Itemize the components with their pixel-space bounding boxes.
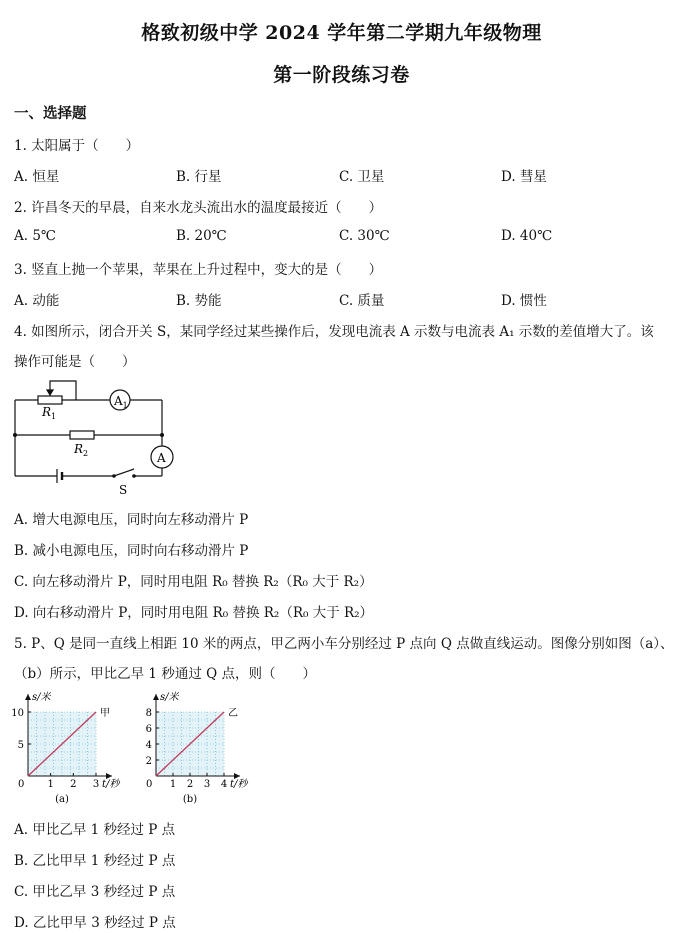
q5-stem-line2: （b）所示，甲比乙早 1 秒通过 Q 点，则（ ） <box>14 666 316 682</box>
q2-option-c[interactable]: C. 30℃ <box>339 228 390 244</box>
q1-option-c[interactable]: C. 卫星 <box>339 169 385 185</box>
q2-option-a[interactable]: A. 5℃ <box>14 228 57 244</box>
y-tick-label: 2 <box>145 756 152 767</box>
y-tick-label: 4 <box>145 740 152 751</box>
chart-caption: (a) <box>55 794 69 805</box>
x-tick-label: 1 <box>47 779 54 790</box>
y-axis-label: s/米 <box>32 692 51 703</box>
switch-label: S <box>119 483 128 497</box>
series-label: 甲 <box>100 708 110 719</box>
x-axis-label: t/秒 <box>102 779 120 790</box>
ammeter-a1-label: $A_1$ <box>114 394 128 410</box>
q4-option-b[interactable]: B. 减小电源电压，同时向右移动滑片 P <box>14 543 249 559</box>
x-tick-label: 3 <box>92 779 100 790</box>
q5-stem-line1: 5. P、Q 是同一直线上相距 10 米的两点，甲乙两小车分别经过 P 点向 Q 点做直线运动。图像分别如图（a）、 <box>14 636 674 652</box>
q4-option-d[interactable]: D. 向右移动滑片 P，同时用电阻 R₀ 替换 R₂（R₀ 大于 R₂） <box>14 605 374 621</box>
y-tick-label: 5 <box>17 740 24 751</box>
q1-option-b[interactable]: B. 行星 <box>176 169 222 185</box>
q4-stem-line2: 操作可能是（ ） <box>14 354 136 370</box>
q1-option-d[interactable]: D. 彗星 <box>501 169 547 185</box>
chart-caption: (b) <box>182 794 198 805</box>
origin-label: 0 <box>18 779 25 790</box>
x-tick-label: 3 <box>203 779 211 790</box>
q5-option-b[interactable]: B. 乙比甲早 1 秒经过 P 点 <box>14 853 176 869</box>
q4-stem-line1: 4. 如图所示，闭合开关 S，某同学经过某些操作后，发现电流表 A 示数与电流表 A₁ 示数的差值增大了。该 <box>14 324 654 340</box>
y-tick-label: 8 <box>145 708 152 719</box>
x-axis-label: t/秒 <box>230 779 248 790</box>
q3-option-c[interactable]: C. 质量 <box>339 293 385 309</box>
page-subtitle: 第一阶段练习卷 <box>273 64 410 86</box>
ammeter-a-label: A <box>157 451 166 465</box>
q3-option-a[interactable]: A. 动能 <box>14 293 60 309</box>
q2-stem: 2. 许昌冬天的早晨，自来水龙头流出水的温度最接近（ ） <box>14 200 383 216</box>
q5-option-a[interactable]: A. 甲比乙早 1 秒经过 P 点 <box>14 822 176 838</box>
page-title: 格致初级中学 2024 学年第二学期九年级物理 <box>141 22 542 44</box>
r1-label: $R_1$ <box>42 405 57 421</box>
q1-option-a[interactable]: A. 恒星 <box>14 169 60 185</box>
x-tick-label: 2 <box>186 779 194 790</box>
q4-option-a[interactable]: A. 增大电源电压，同时向左移动滑片 P <box>14 512 249 528</box>
y-axis-label: s/米 <box>160 692 179 703</box>
x-tick-label: 2 <box>70 779 77 790</box>
chart-a <box>10 686 130 808</box>
circuit-diagram <box>10 376 180 498</box>
q2-option-d[interactable]: D. 40℃ <box>501 228 553 244</box>
x-tick-label: 4 <box>220 779 228 790</box>
y-axis-arrow <box>153 694 159 700</box>
q5-option-c[interactable]: C. 甲比乙早 3 秒经过 P 点 <box>14 884 176 900</box>
y-tick-label: 6 <box>145 724 152 735</box>
origin-label: 0 <box>146 779 153 790</box>
q2-option-b[interactable]: B. 20℃ <box>176 228 227 244</box>
y-tick-label: 10 <box>11 708 24 719</box>
r2-label: $R_2$ <box>74 442 89 458</box>
q3-option-d[interactable]: D. 惯性 <box>501 293 547 309</box>
q1-stem: 1. 太阳属于（ ） <box>14 138 140 154</box>
series-label: 乙 <box>228 708 238 719</box>
q4-option-c[interactable]: C. 向左移动滑片 P，同时用电阻 R₀ 替换 R₂（R₀ 大于 R₂） <box>14 574 373 590</box>
x-tick-label: 1 <box>169 779 177 790</box>
q5-option-d[interactable]: D. 乙比甲早 3 秒经过 P 点 <box>14 915 176 931</box>
y-axis-arrow <box>25 694 31 700</box>
chart-b <box>138 686 258 808</box>
q3-option-b[interactable]: B. 势能 <box>176 293 222 309</box>
q3-stem: 3. 竖直上抛一个苹果，苹果在上升过程中，变大的是（ ） <box>14 262 383 278</box>
section-title: 一、选择题 <box>14 105 87 122</box>
